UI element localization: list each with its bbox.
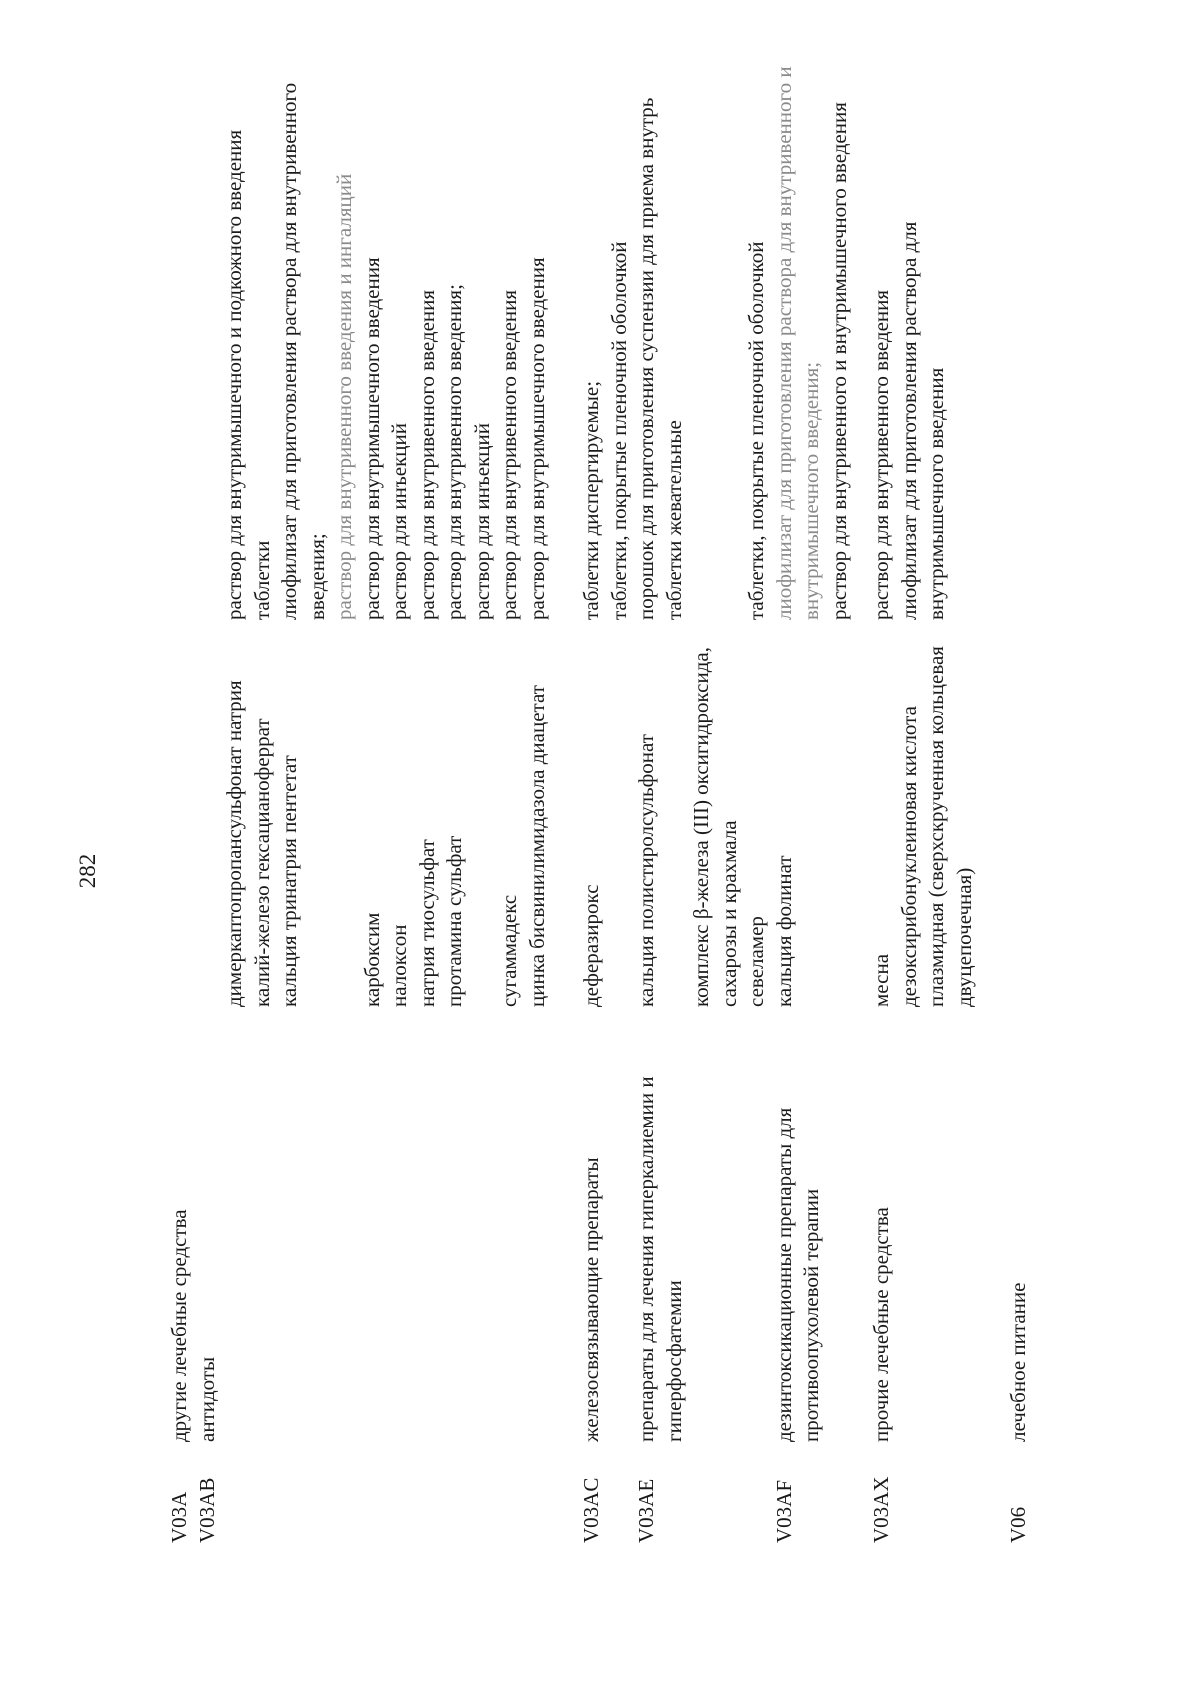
dosage-form: лиофилизат для приготовления раствора для внутримышечного введения bbox=[896, 221, 948, 620]
dosage-form: раствор для внутривенного введения bbox=[414, 289, 439, 620]
dosage-form: раствор для внутримышечного введения bbox=[359, 257, 384, 620]
atc-code: V03AB bbox=[194, 1477, 219, 1543]
dosage-form: раствор для внутривенного и внутримышечного введения bbox=[826, 102, 851, 620]
drug-name: кальция полистиролсульфонат bbox=[634, 734, 658, 1007]
drug-name: комплекс β-железа (III) оксигидроксида, сахарозы и крахмала bbox=[689, 647, 741, 1007]
dosage-form: таблетки диспергируемые; bbox=[579, 380, 603, 620]
atc-group-name: лечебное питание bbox=[1006, 1282, 1030, 1442]
drug-name: месна bbox=[869, 953, 893, 1007]
drug-name: налоксон bbox=[387, 924, 411, 1007]
drug-name: деферазирокс bbox=[579, 884, 603, 1007]
dosage-form: раствор для внутривенного введения bbox=[497, 289, 521, 620]
dosage-form: лиофилизат для приготовления раствора для внутривенного и внутримышечного введения; bbox=[771, 66, 823, 620]
dosage-form: порошок для приготовления суспензии для приема внутрь bbox=[634, 97, 658, 620]
atc-classification-table bbox=[166, 63, 1033, 1543]
table-row bbox=[194, 63, 552, 1543]
drug-name: димеркаптопропансульфонат натрия bbox=[222, 680, 246, 1007]
drug-name: карбоксим bbox=[359, 912, 384, 1007]
dosage-form: таблетки, покрытые пленочной оболочкой bbox=[606, 241, 631, 620]
table-row bbox=[1005, 63, 1033, 1543]
table-row bbox=[166, 63, 194, 1543]
drug-name: калий-железо гексацианоферрат bbox=[249, 718, 274, 1007]
dosage-form: раствор для внутримышечного и подкожного введения bbox=[222, 129, 246, 620]
atc-group-name: препараты для лечения гиперкалиемии и гиперфосфатемии bbox=[634, 1076, 686, 1442]
dosage-form: раствор для внутривенного введения и ингаляций bbox=[332, 173, 356, 620]
atc-code: V03A bbox=[167, 1491, 191, 1543]
atc-group-name: железосвязывающие препараты bbox=[579, 1157, 603, 1442]
page-number: 282 bbox=[75, 853, 100, 889]
drug-name: севеламер bbox=[744, 916, 768, 1007]
atc-code: V03AX bbox=[869, 1476, 893, 1543]
atc-group-name: дезинтоксикационные препараты для противоопухолевой терапии bbox=[771, 1107, 823, 1442]
dosage-form: таблетки, покрытые пленочной оболочкой bbox=[744, 241, 768, 620]
drug-name: дезоксирибонуклеиновая кислота плазмидная (сверхскрученная кольцевая двуцепочечная) bbox=[896, 646, 976, 1007]
atc-code: V03AF bbox=[771, 1479, 796, 1543]
atc-group-name: антидоты bbox=[194, 1356, 219, 1442]
table-row bbox=[771, 63, 854, 1543]
dosage-form: раствор для внутривенного введения bbox=[869, 289, 893, 620]
drug-name: сугаммадекс bbox=[497, 894, 521, 1007]
drug-name: протамина сульфат bbox=[442, 835, 466, 1007]
dosage-form: лиофилизат для приготовления раствора для внутривенного введения; bbox=[277, 82, 329, 620]
dosage-form: таблетки жевательные bbox=[661, 420, 686, 620]
dosage-form: раствор для внутривенного введения; bbox=[442, 284, 466, 620]
dosage-form: таблетки bbox=[249, 540, 274, 620]
atc-group-name: другие лечебные средства bbox=[167, 1209, 191, 1442]
atc-code: V03AC bbox=[579, 1477, 603, 1543]
drug-name: кальция фолинат bbox=[771, 855, 796, 1007]
dosage-form: раствор для внутримышечного введения bbox=[524, 257, 549, 620]
atc-code: V03AE bbox=[634, 1478, 658, 1543]
table-row bbox=[633, 63, 771, 1543]
drug-name: цинка бисвинилимидазола диацетат bbox=[524, 685, 549, 1007]
dosage-form: раствор для инъекций bbox=[387, 423, 411, 620]
dosage-form: раствор для инъекций bbox=[469, 423, 494, 620]
table-row bbox=[578, 63, 633, 1543]
drug-name: натрия тиосульфат bbox=[414, 839, 439, 1007]
atc-code: V06 bbox=[1006, 1506, 1030, 1543]
drug-name: кальция тринатрия пентетат bbox=[277, 755, 301, 1007]
table-row bbox=[868, 63, 978, 1543]
atc-group-name: прочие лечебные средства bbox=[869, 1207, 893, 1442]
